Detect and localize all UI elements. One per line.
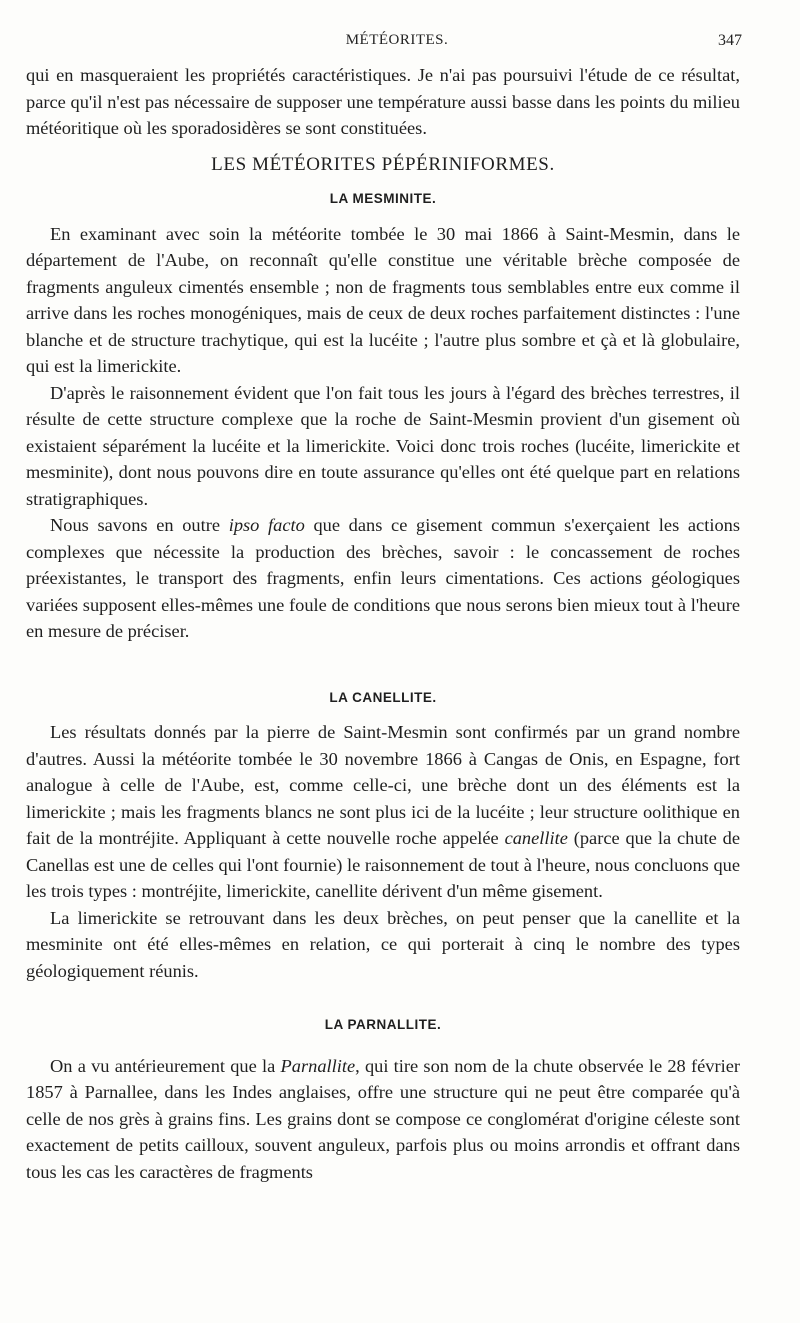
running-head [52,32,742,54]
mesminite-paragraph-1: En examinant avec soin la météorite tombée le 30 mai 1866 à Saint-Mesmin, dans le département de l'Aube, on reconnaît qu'elle constitue une véritable brèche composée de fragments anguleux cimentés ensemble ; non de fragments tous semblables entre eux comme il arrive dans les roches monogéniques, mais de ceux de deux roches parfaitement distinctes : l'une blanche et de structure trachytique, qui est la lucéite ; l'autre plus sombre et çà et là globulaire, qui est la limerickite. [26,223,740,376]
mesminite-p3-end: que dans ce gisement commun s'exerçaient les actions complexes que nécessite la production des brèches, savoir : le concassement de roches préexistantes, le transport des fragments, enfin leurs cimentations. Ces actions géologiques variées supposent elles-mêmes une foule de conditions que nous serons bien mieux tout à l'heure en mesure de préciser. [26,515,740,641]
mesminite-p3-italic: ipso facto [228,515,305,535]
page-number: 347 [718,32,742,49]
parnallite-p1-italic: Parnallite [280,1055,356,1076]
mesminite-p3-start: Nous savons en outre [50,515,229,535]
parnallite-paragraph-1 [26,1053,740,1186]
canellite-p1-start: Les résultats donnés par la pierre de Saint-Mesmin sont confirmés par un grand nombre d'autres. Aussi la météorite tombée le 30 novembre 1866 à Cangas de Onis, en Espagne, fort analogue à celle de l'Aube, est, comme celle-ci, une brèche dont un des éléments est la limerickite ; mais les fragments blancs ne sont plus ici de la lucéite ; leur structure oolithique en fait de la montréjite. Appliquant à cette nouvelle roche appelée [26,722,740,848]
parnallite-heading: LA PARNALLITE. [324,1017,442,1032]
canellite-p1-italic: canellite [504,828,568,848]
canellite-paragraph-1 [26,719,740,905]
mesminite-heading: LA MESMINITE. [329,191,437,206]
intro-paragraph: qui en masqueraient les propriétés caractéristiques. Je n'ai pas poursuivi l'étude de ce résultat, parce qu'il n'est pas nécessaire de supposer une température aussi basse dans les points du milieu météoritique où les sporadosidères se sont constituées. [26,65,740,138]
mesminite-paragraph-2: D'après le raisonnement évident que l'on fait tous les jours à l'égard des brèches terrestres, il résulte de cette structure complexe que la roche de Saint-Mesmin provient d'un gisement où existaient séparément la lucéite et la limerickite. Voici donc trois roches (lucéite, limerickite et mesminite), dont nous pouvons dire en toute assurance qu'elles ont été quelque part en relations stratigraphiques. [26,382,740,509]
parnallite-p1-start: On a vu antérieurement que la [50,1055,281,1076]
section-title: LES MÉTÉORITES PÉPÉRINIFORMES. [211,153,555,175]
canellite-paragraph-2: La limerickite se retrouvant dans les deux brèches, on peut penser que la canellite et la mesminite ont été elles-mêmes en relation, ce qui porterait à cinq le nombre des types géologiquement réunis. [26,907,740,981]
mesminite-paragraph-3 [26,512,740,645]
canellite-p1-end: (parce que la chute de Canellas est une de celles qui l'ont fournie) le raisonnement de tout à l'heure, nous concluons que les trois types : montréjite, limerickite, canellite dérivent d'un même gisement. [26,828,740,901]
parnallite-p1-end: , qui tire son nom de la chute observée le 28 février 1857 à Parnallee, dans les Indes anglaises, offre une structure qui ne peut être comparée qu'à celle de nos grès à grains fins. Les grains dont se compose ce conglomérat d'origine céleste sont exactement de petits cailloux, souvent anguleux, parfois plus ou moins arrondis et offrant dans tous les cas les caractères de fragments [26,1055,740,1182]
canellite-heading: LA CANELLITE. [329,689,437,705]
running-title: MÉTÉORITES. [345,32,449,48]
body-text [26,62,740,1185]
